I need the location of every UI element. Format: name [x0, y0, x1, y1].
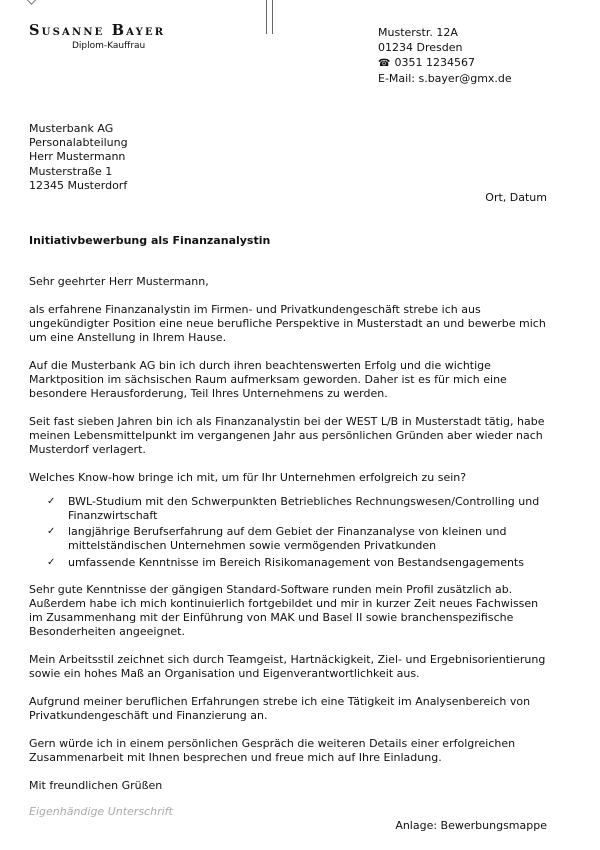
list-item-text: umfassende Kenntnisse im Bereich Risikomanagement von Bestandsengagements: [68, 555, 524, 569]
sender-name: Susanne Bayer: [29, 22, 166, 39]
letter-subject: Initiativbewerbung als Finanzanalystin: [29, 234, 271, 247]
qualification-list: [29, 495, 549, 570]
list-item: [47, 494, 549, 523]
header-divider-left: [266, 0, 267, 34]
chevron-down-icon: [25, 0, 38, 5]
recipient-line: 12345 Musterdorf: [29, 178, 128, 192]
letter-date: Ort, Datum: [485, 191, 547, 204]
sender-phone: 0351 1234567: [394, 56, 475, 69]
checkmark-icon: ✓: [47, 526, 56, 538]
body-paragraph: Seit fast sieben Jahren bin ich als Finanzanalystin bei der WEST L/B in Musterstadt tätig, habe meinen Lebensmittelpunkt im vergangenen Jahr aus persönlichen Gründen aber wieder nach Musterdorf verlagert.: [29, 414, 545, 457]
closing: Mit freundlichen Grüßen: [29, 778, 163, 792]
telephone-icon: ☎: [378, 58, 391, 69]
list-item-text: langjährige Berufserfahrung auf dem Gebiet der Finanzanalyse von kleinen und mittelständischen Unternehmen sowie vermögenden Privatkunden: [68, 525, 507, 553]
list-item: [47, 525, 549, 553]
body-paragraph: Mein Arbeitsstil zeichnet sich durch Teamgeist, Hartnäckigkeit, Ziel- und Ergebnisorientierung sowie ein hohes Maß an Organisation und Eigenverantwortlichkeit aus.: [29, 653, 546, 681]
sender-email: E-Mail: s.bayer@gmx.de: [378, 72, 512, 85]
recipient-line: Personalabteilung: [29, 136, 128, 150]
body-paragraph: Gern würde ich in einem persönlichen Gespräch die weiteren Details einer erfolgreichen Zusammenarbeit mit Ihnen besprechen und freue mich auf Ihre Einladung.: [29, 736, 516, 765]
body-paragraph: Sehr gute Kenntnisse der gängigen Standard-Software runden mein Profil zusätzlich ab. Außerdem habe ich mich kontinuierlich fortgebildet und mir in kurzer Zeit neues Fachwissen im Zusammenhang mit der Einführung von MAK und Basel II sowie branchenspezifische Besonderheiten angeeignet.: [29, 582, 539, 639]
recipient-line: Musterstraße 1: [29, 164, 113, 178]
header-divider-right: [272, 0, 273, 34]
letter-body: [29, 275, 549, 806]
sender-city: 01234 Dresden: [378, 41, 463, 54]
list-item: [47, 555, 549, 570]
checkmark-icon: ✓: [47, 556, 56, 568]
signature-placeholder: Eigenhändige Unterschrift: [29, 805, 173, 818]
salutation: Sehr geehrter Herr Mustermann,: [29, 275, 209, 288]
recipient-line: Musterbank AG: [29, 122, 114, 135]
sender-phone-line: [378, 55, 512, 71]
body-paragraph: Aufgrund meiner beruflichen Erfahrungen strebe ich eine Tätigkeit im Analysenbereich von Privatkundengeschäft und Finanzierung an.: [29, 694, 531, 723]
sender-street: Musterstr. 12A: [378, 26, 458, 39]
enclosure-note: Anlage: Bewerbungsmappe: [395, 819, 547, 832]
sender-address: [378, 25, 512, 86]
body-paragraph: Auf die Musterbank AG bin ich durch ihren beachtenswerten Erfolg und die wichtige Marktposition im sächsischen Raum aufmerksam geworden. Daher ist es für mich eine besondere Herausforderung, Teil Ihres Unternehmens zu werden.: [29, 358, 507, 401]
body-paragraph: als erfahrene Finanzanalystin im Firmen- und Privatkundengeschäft strebe ich aus ungekündigter Position eine neue berufliche Perspektive in Musterstadt an und bewerbe mich um eine Anstellung in Ihrem Hause.: [29, 302, 546, 345]
list-item-text: BWL-Studium mit den Schwerpunkten Betriebliches Rechnungswesen/Controlling und Finanzwirtschaft: [68, 494, 540, 522]
recipient-address: [29, 122, 128, 193]
checkmark-icon: ✓: [47, 495, 56, 507]
recipient-line: Herr Mustermann: [29, 150, 126, 164]
sender-title: Diplom-Kauffrau: [72, 41, 146, 51]
body-paragraph: Welches Know-how bringe ich mit, um für Ihr Unternehmen erfolgreich zu sein?: [29, 471, 467, 485]
